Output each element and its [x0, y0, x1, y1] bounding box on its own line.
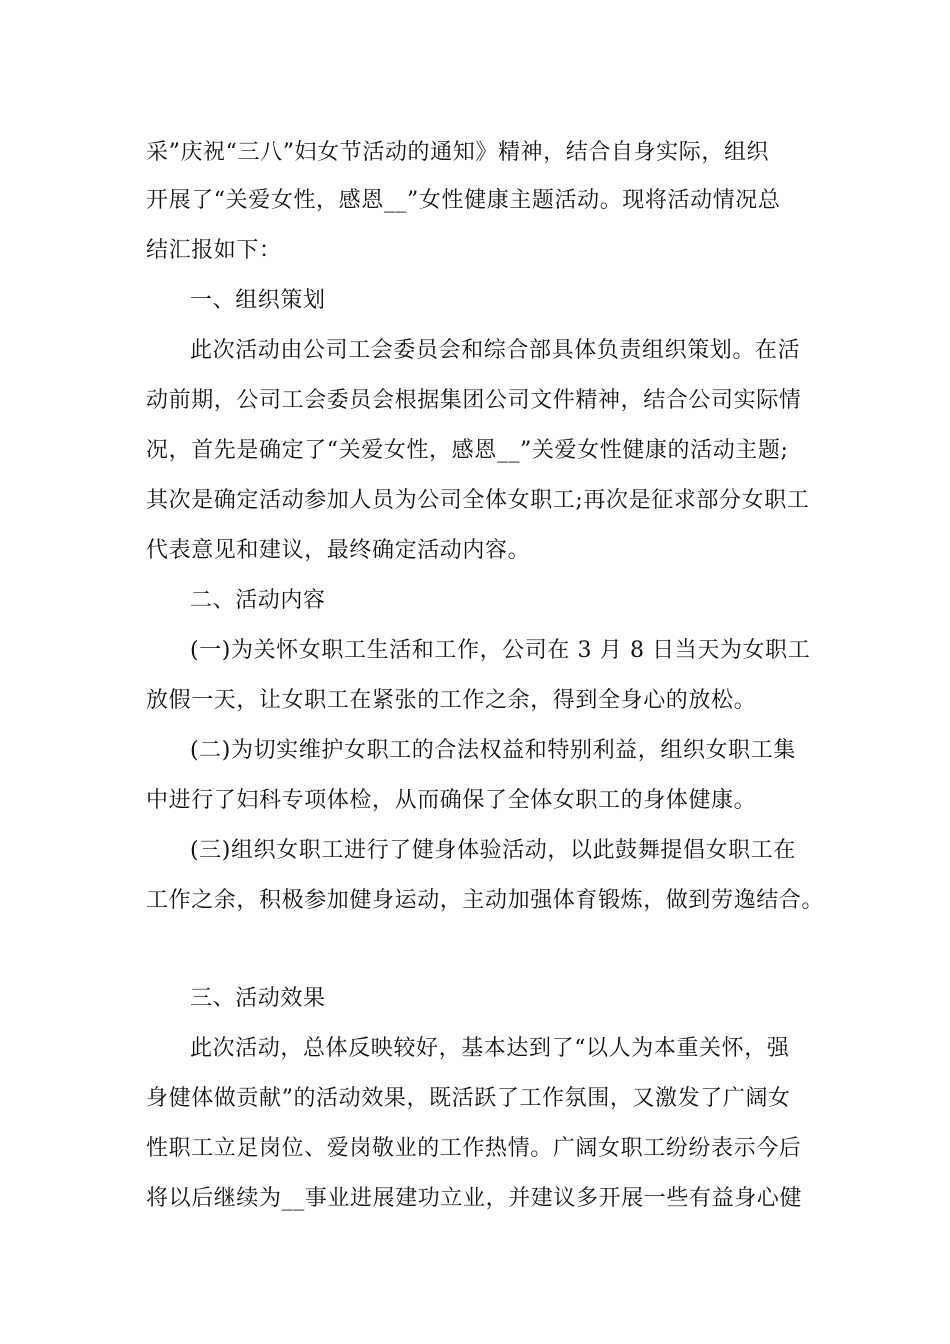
section-heading: 二、活动内容	[190, 588, 326, 613]
section-heading: 一、组织策划	[190, 288, 326, 313]
text-line: 代表意见和建议，最终确定活动内容。	[146, 538, 531, 563]
text-line: 结汇报如下：	[146, 238, 282, 263]
text-line: 况，首先是确定了“关爱女性，感恩__”关爱女性健康的活动主题;	[146, 438, 789, 463]
section-heading: 三、活动效果	[190, 986, 326, 1011]
text-line: (三)组织女职工进行了健身体验活动，以此鼓舞提倡女职工在	[190, 838, 796, 863]
text-line: 开展了“关爱女性，感恩__”女性健康主题活动。现将活动情况总	[146, 188, 781, 213]
text-line: 此次活动由公司工会委员会和综合部具体负责组织策划。在活	[190, 338, 801, 363]
text-line: 工作之余，积极参加健身运动，主动加强体育锻炼，做到劳逸结合。	[146, 888, 825, 913]
text-line: (二)为切实维护女职工的合法权益和特别利益，组织女职工集	[190, 738, 796, 763]
text-line: 此次活动，总体反映较好，基本达到了“以人为本重关怀，强	[190, 1036, 790, 1061]
text-line: 中进行了妇科专项体检，从而确保了全体女职工的身体健康。	[146, 788, 757, 813]
text-line: 将以后继续为__事业进展建功立业，并建议多开展一些有益身心健	[146, 1186, 803, 1211]
text-line: 其次是确定活动参加人员为公司全体女职工;再次是征求部分女职工	[146, 488, 810, 513]
text-line: 动前期，公司工会委员会根据集团公司文件精神，结合公司实际情	[146, 388, 802, 413]
text-line: 采”庆祝“三八”妇女节活动的通知》精神，结合自身实际，组织	[146, 140, 770, 165]
text-line: 身健体做贡献”的活动效果，既活跃了工作氛围，又激发了广阔女	[146, 1086, 791, 1111]
text-line: 性职工立足岗位、爱岗敬业的工作热情。广阔女职工纷纷表示今后	[146, 1136, 802, 1161]
text-line: (一)为关怀女职工生活和工作，公司在 3 月 8 日当天为女职工	[190, 638, 811, 663]
text-line: 放假一天，让女职工在紧张的工作之余，得到全身心的放松。	[146, 688, 757, 713]
